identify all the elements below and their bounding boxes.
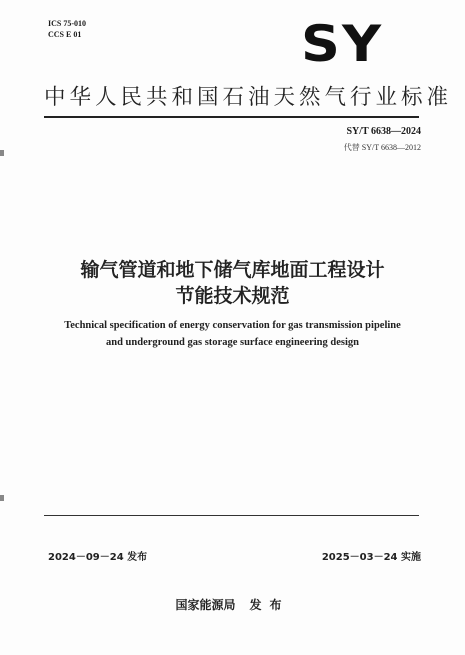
english-title-line-2: and underground gas storage surface engineering design: [106, 337, 359, 348]
bottom-divider: [44, 515, 419, 516]
chinese-title-line-2: 节能技术规范: [175, 285, 290, 307]
standard-type-heading: 中华人民共和国石油天然气行业标准: [44, 85, 453, 110]
publisher-action: 发布: [249, 598, 290, 612]
english-title-line-1: Technical specification of energy conservation for gas transmission pipeline: [64, 320, 401, 331]
implementation-date: 2025－03－24 实施: [321, 552, 421, 563]
binding-mark: [0, 150, 4, 156]
issue-date: 2024－09－24 发布: [48, 552, 148, 563]
sy-logo: SY: [301, 15, 384, 73]
top-divider: [44, 116, 419, 118]
replaces-note: 代替 SY/T 6638—2012: [343, 143, 421, 152]
ics-code: ICS 75-010: [48, 19, 87, 28]
publisher-name: 国家能源局: [175, 598, 236, 612]
classification-codes: [48, 18, 86, 40]
standard-number: SY/T 6638—2024: [346, 126, 421, 137]
binding-mark: [0, 495, 4, 501]
chinese-title-line-1: 输气管道和地下储气库地面工程设计: [80, 259, 385, 281]
publisher-line: [0, 596, 465, 613]
ccs-code: CCS E 01: [48, 30, 82, 39]
